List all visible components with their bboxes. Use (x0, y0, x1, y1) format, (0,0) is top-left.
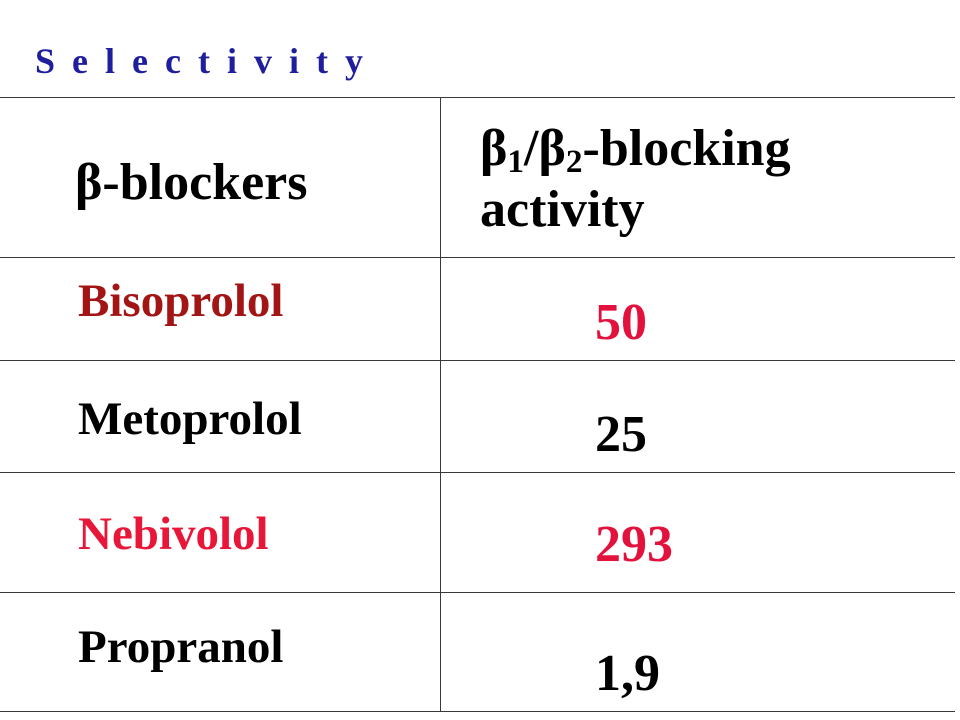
subscript-2: 2 (565, 143, 583, 180)
selectivity-value: 25 (595, 406, 647, 463)
subscript-1: 1 (507, 143, 525, 180)
slash-beta: /β (524, 120, 566, 177)
selectivity-value: 50 (595, 294, 647, 351)
header-beta-blockers: β-blockers (75, 154, 308, 211)
selectivity-value: 1,9 (595, 645, 660, 702)
row-divider (0, 472, 955, 473)
slide-title: S e l e c t i v i t y (35, 41, 367, 81)
header-blocking-activity (480, 120, 791, 180)
drug-name: Bisoprolol (78, 275, 284, 327)
drug-name: Propranol (78, 621, 284, 673)
selectivity-value: 293 (595, 516, 673, 573)
header-divider (0, 257, 955, 258)
drug-name: Metoprolol (78, 393, 302, 445)
row-divider (0, 360, 955, 361)
table-top-rule (0, 97, 955, 98)
drug-name: Nebivolol (78, 508, 269, 560)
table-bottom-rule (0, 711, 955, 712)
beta-symbol: β (480, 120, 508, 177)
column-divider (440, 97, 441, 711)
header-activity-line: activity (480, 181, 645, 238)
row-divider (0, 592, 955, 593)
blocking-suffix: -blocking (582, 120, 791, 177)
